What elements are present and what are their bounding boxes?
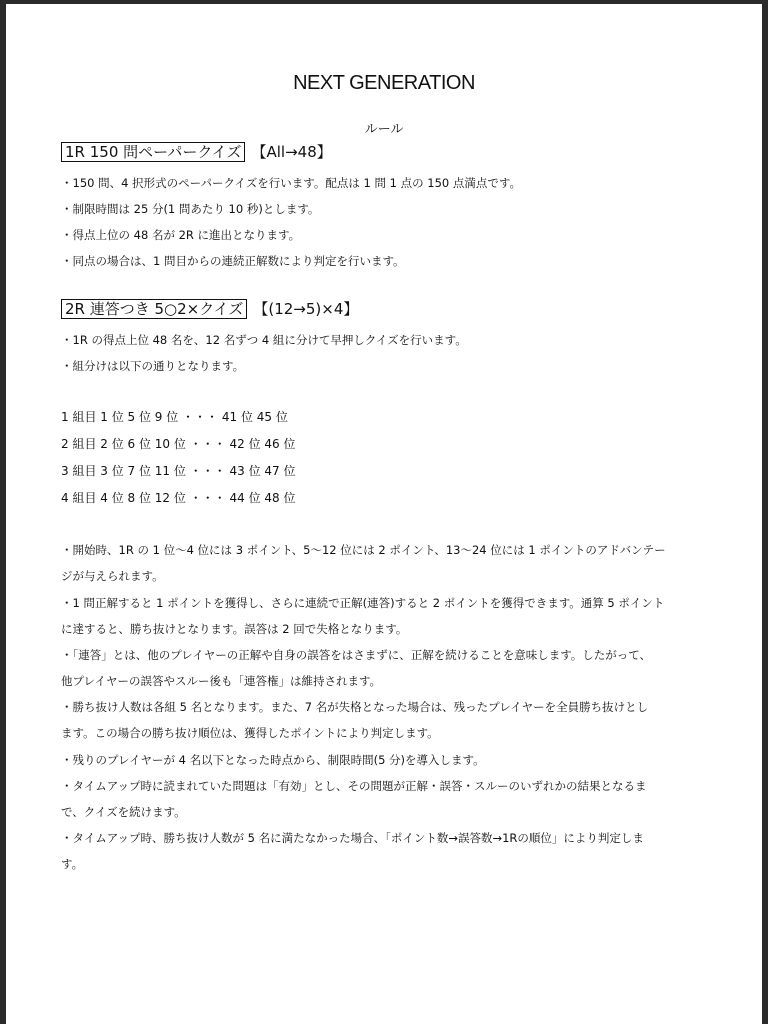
group-row: 4 組目 4 位 8 位 12 位 ・・・ 44 位 48 位 xyxy=(61,491,296,505)
round2-rule-line: ・タイムアップ時に読まれていた問題は「有効」とし、その問題が正解・誤答・スルーのいずれかの結果となるま xyxy=(61,779,647,793)
round2-intro-line: ・1R の得点上位 48 名を、12 名ずつ 4 組に分けて早押しクイズを行います。 xyxy=(61,333,467,347)
document-subtitle: ルール xyxy=(364,122,404,137)
round1-line: ・同点の場合は、1 問目からの連続正解数により判定を行います。 xyxy=(61,254,405,268)
document-title: NEXT GENERATION xyxy=(293,72,475,94)
round1-tag: 【All→48】 xyxy=(251,143,332,161)
page-frame xyxy=(6,4,762,1024)
round1-line: ・150 問、4 択形式のペーパークイズを行います。配点は 1 問 1 点の 150 点満点です。 xyxy=(61,176,521,190)
round1-line: ・制限時間は 25 分(1 問あたり 10 秒)とします。 xyxy=(61,202,320,216)
group-row: 1 組目 1 位 5 位 9 位 ・・・ 41 位 45 位 xyxy=(61,410,288,424)
round1-heading xyxy=(61,141,332,162)
round2-rule-line: ・開始時、1R の 1 位～4 位には 3 ポイント、5～12 位には 2 ポイント、13～24 位には 1 ポイントのアドバンテー xyxy=(61,543,666,557)
document-page xyxy=(6,4,762,1024)
round2-rule-line: す。 xyxy=(61,857,84,871)
round2-heading xyxy=(61,298,358,319)
round2-rule-line: ます。この場合の勝ち抜け順位は、獲得したポイントにより判定します。 xyxy=(61,726,439,740)
round1-name: 1R 150 問ペーパークイズ xyxy=(61,142,245,162)
round2-rule-line: ・残りのプレイヤーが 4 名以下となった時点から、制限時間(5 分)を導入します。 xyxy=(61,753,485,767)
round2-tag: 【(12→5)×4】 xyxy=(253,300,359,318)
round2-rule-line: ・「連答」とは、他のプレイヤーの正解や自身の誤答をはさまずに、正解を続けることを意味します。したがって、 xyxy=(61,648,652,662)
round2-intro-line: ・組分けは以下の通りとなります。 xyxy=(61,359,245,373)
round1-line: ・得点上位の 48 名が 2R に進出となります。 xyxy=(61,228,301,242)
group-row: 3 組目 3 位 7 位 11 位 ・・・ 43 位 47 位 xyxy=(61,464,296,478)
group-row: 2 組目 2 位 6 位 10 位 ・・・ 42 位 46 位 xyxy=(61,437,296,451)
round2-rule-line: で、クイズを続けます。 xyxy=(61,805,186,819)
round2-name: 2R 連答つき 5○2×クイズ xyxy=(61,299,247,319)
round2-rule-line: 他プレイヤーの誤答やスルー後も「連答権」は維持されます。 xyxy=(61,674,382,688)
round2-rule-line: ・1 問正解すると 1 ポイントを獲得し、さらに連続で正解(連答)すると 2 ポイントを獲得できます。通算 5 ポイント xyxy=(61,596,665,610)
round2-rule-line: に達すると、勝ち抜けとなります。誤答は 2 回で失格となります。 xyxy=(61,622,408,636)
round2-rule-line: ジが与えられます。 xyxy=(61,569,164,583)
round2-rule-line: ・勝ち抜け人数は各組 5 名となります。また、7 名が失格となった場合は、残ったプレイヤーを全員勝ち抜けとし xyxy=(61,700,649,714)
round2-rule-line: ・タイムアップ時、勝ち抜け人数が 5 名に満たなかった場合、「ポイント数→誤答数→1Rの順位」により判定しま xyxy=(61,831,644,845)
